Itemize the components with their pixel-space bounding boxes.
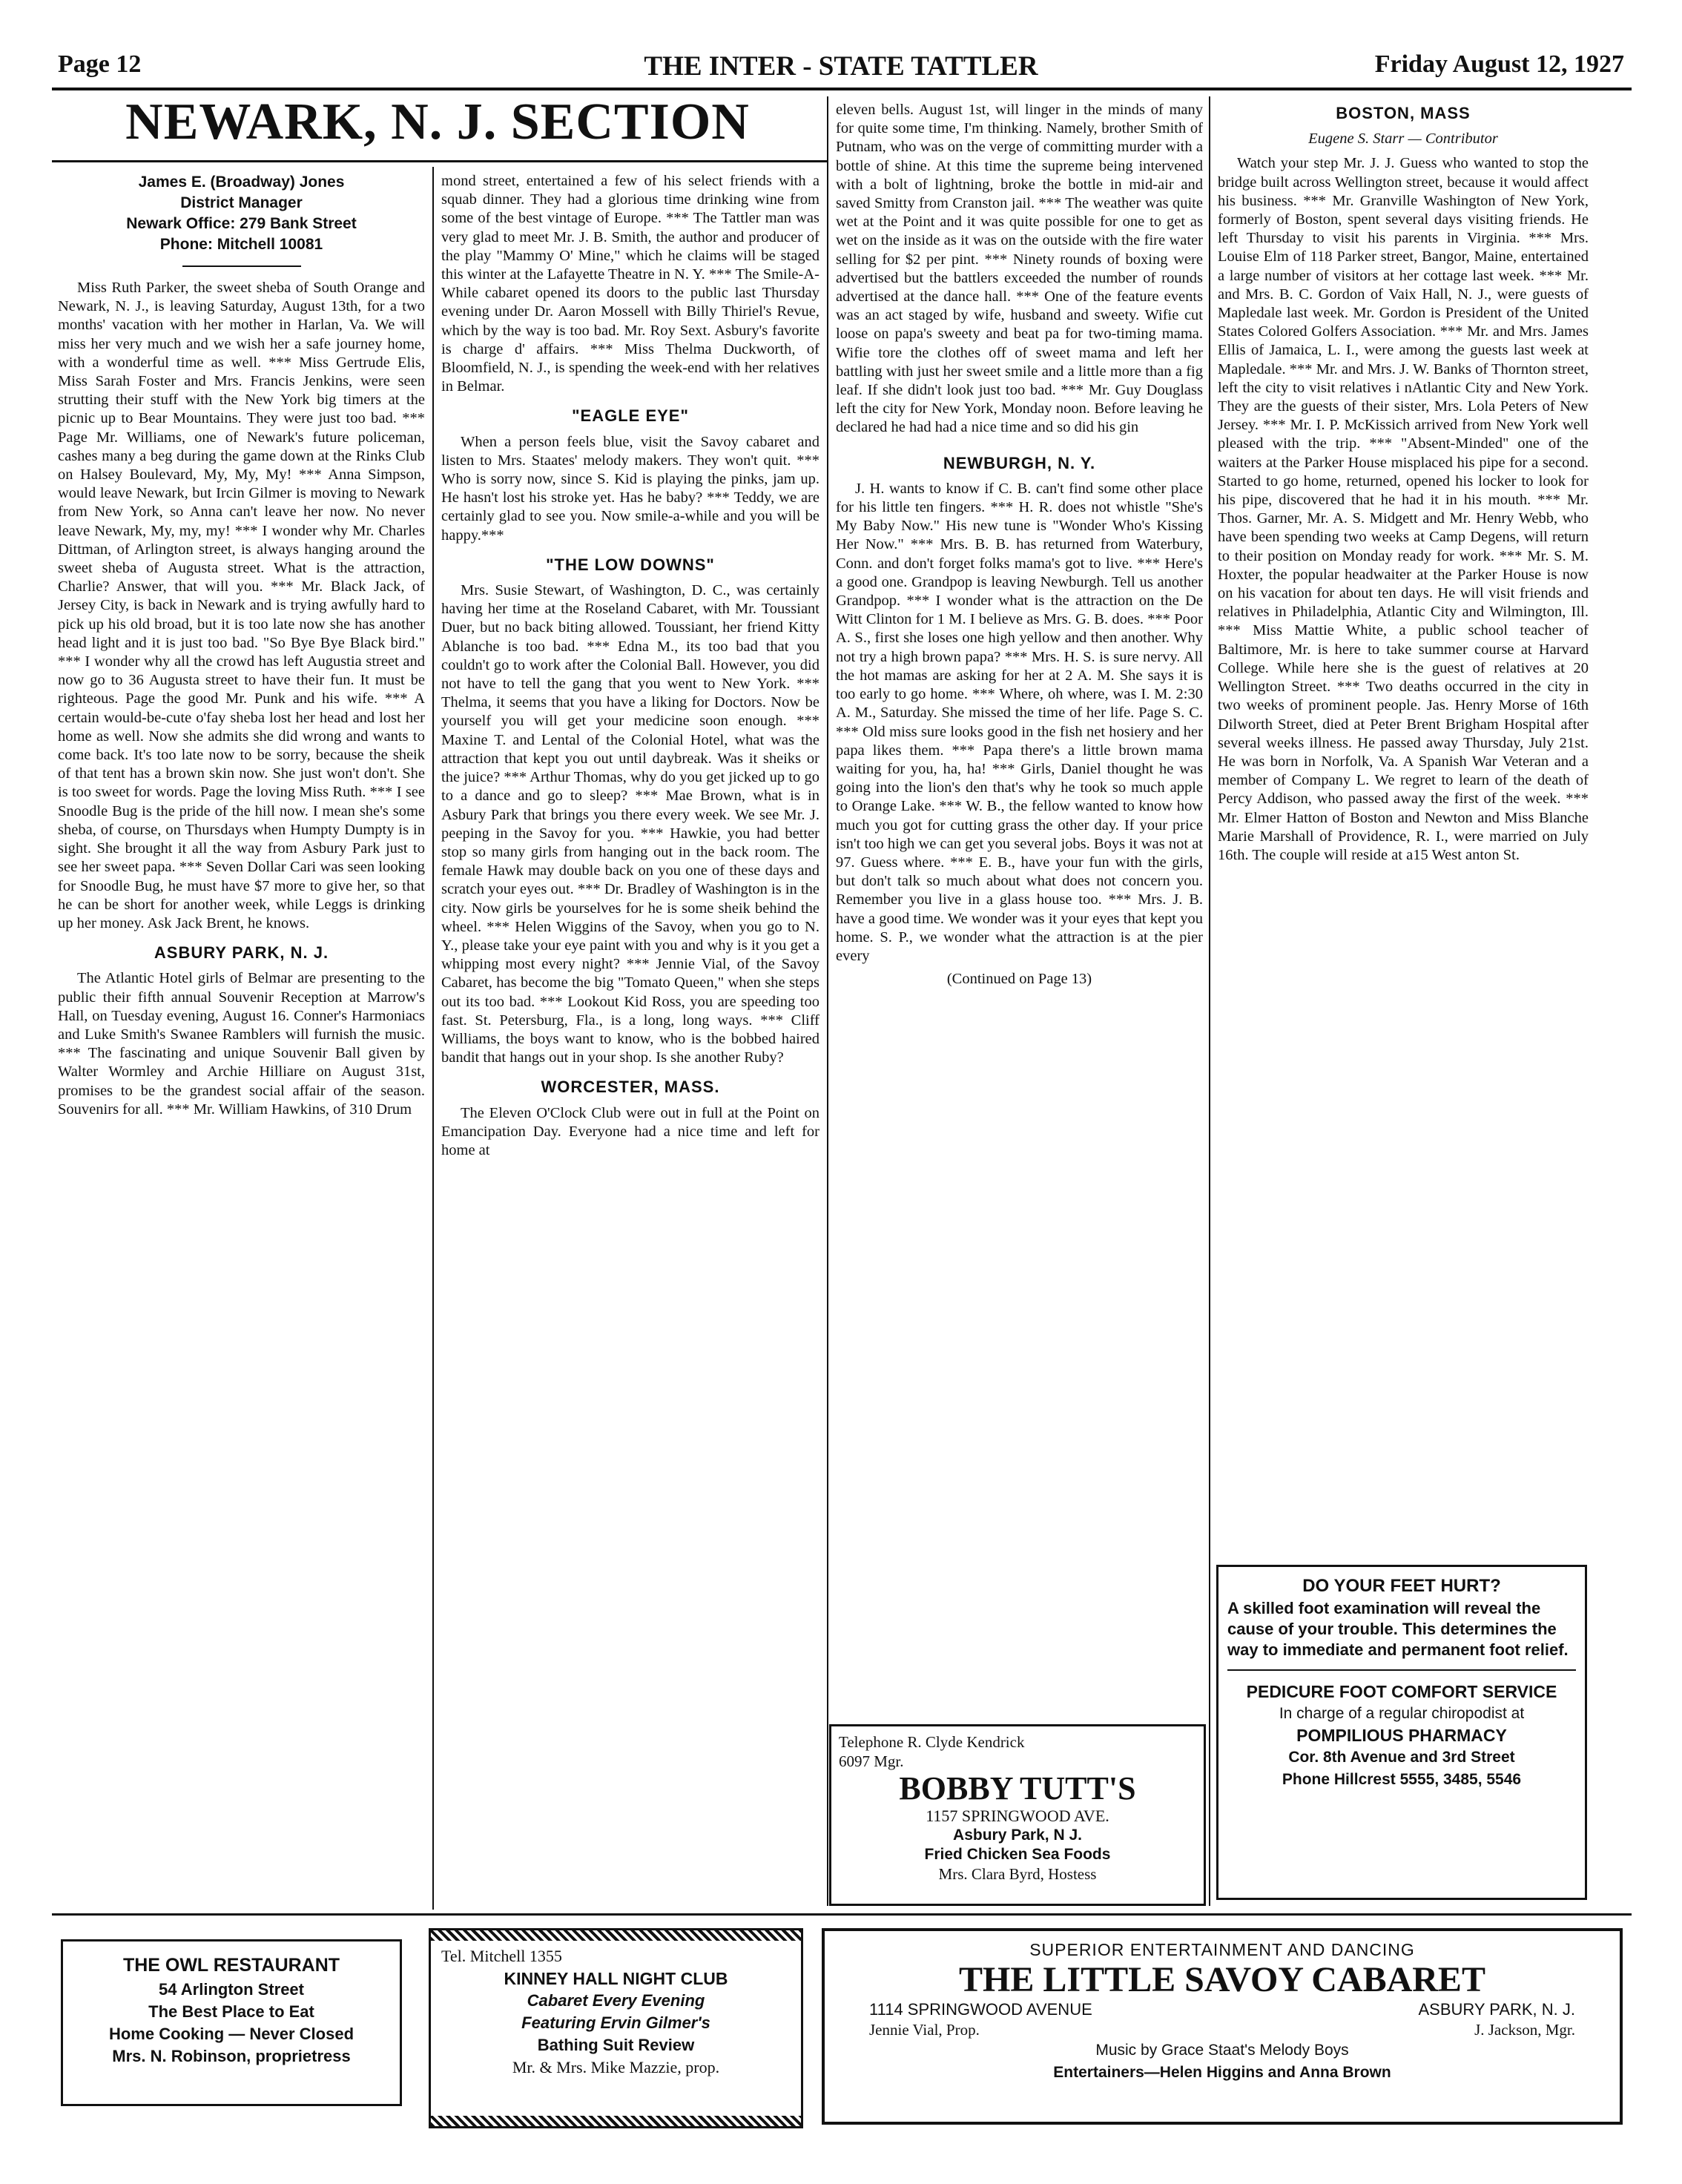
little-savoy-ad [822,1928,1623,2125]
ad-address: 54 Arlington Street [159,1980,304,1999]
zigzag-border [431,1930,801,1941]
boston-contributor: Eugene S. Starr — Contributor [1308,131,1498,148]
ad-address: 1157 SPRINGWOOD AVE. [926,1807,1109,1825]
eagle-news: When a person feels blue, visit the Savoy cabaret and listen to Mrs. Staates' melody makers. They won't quit. *** Who is sorry now, since S. Kid is playing the pinks, jam up. He hasn't lost his stroke yet. Has he baby? *** Teddy, we are certainly glad to see you. Now smile-a-while and you will be happy.*** [441,433,819,544]
ad-proprietor: Mr. & Mrs. Mike Mazzie, prop. [512,2058,720,2076]
column-rule [827,96,828,1906]
ad-body: A skilled foot examination will reveal the cause of your trouble. This determines the way to immediate and permanent foot relief. [1227,1599,1569,1659]
column-rule [432,167,434,1910]
header-rule [52,88,1632,90]
ad-city: ASBURY PARK, N. J. [1418,2000,1575,2019]
ad-food: Fried Chicken Sea Foods [924,1846,1111,1863]
ad-telephone: Tel. Mitchell 1355 [441,1947,562,1965]
ad-city: Asbury Park, N J. [953,1827,1082,1844]
ad-music: Music by Grace Staat's Melody Boys [1095,2042,1349,2059]
lowdowns-news: Mrs. Susie Stewart, of Washington, D. C., was certainly having her time at the Roseland Cabaret, with Mr. Toussiant Duer, but no back biting allowed. Toussiant, her friend Kitty Ablanche is too bad. *** Edna M., its too bad that you couldn't go to work after the Colonial Ball. However, you did not have to tell the gang that you went to New York. *** Thelma, it seems that you have a liking for Doctors. Now be yourself you will get your medicine soon enough. *** Maxine T. and Lental of the Colonial Hotel, what was the attraction that kept you out until daybreak. Was it sheiks or the juice? *** Arthur Thomas, why do you get jicked up to go to a dance and go to sleep? *** Mae Brown, what is in Asbury Park that brings you there every week. We see Mr. J. peeping in the Savoy for you. *** Hawkie, you had better stop so many girls from hanging out in the back room. The female Hawk may double back on you one of these days and scratch your eyes out. *** Dr. Bradley of Washington is in the city. Now girls be yourselves for he is some sheik behind the wheel. *** Helen Wiggins of the Savoy, when you go to N. Y., please take your eye paint with you and why is it you get a whipping most every night? *** Jennie Vial, of the Savoy Cabaret, has become the big "Tomato Queen," when she steps out its too bad. *** Lookout Kid Ross, you are speeding too fast. St. Petersburg, Fla., is a long, long ways. *** Cliff Williams, the boys want to know, who is the bobbed haired bandit that hangs out in your shop. Is she another Ruby? [441,582,819,1066]
ad-headline: DO YOUR FEET HURT? [1302,1576,1501,1596]
newspaper-title: THE INTER - STATE TATTLER [644,51,1038,82]
ad-proprietor: Mrs. N. Robinson, proprietress [112,2047,351,2065]
page-number: Page 12 [58,50,142,78]
manager-name: James E. (Broadway) Jones [138,174,345,191]
divider [182,265,301,267]
ad-manager: J. Jackson, Mgr. [1474,2021,1575,2039]
bottom-rule [52,1913,1632,1916]
ad-service: PEDICURE FOOT COMFORT SERVICE [1246,1682,1557,1701]
ad-entertainers: Entertainers—Helen Higgins and Anna Brown [1053,2064,1391,2081]
ad-pharmacy: POMPILIOUS PHARMACY [1296,1726,1507,1745]
issue-date: Friday August 12, 1927 [1374,50,1624,78]
ad-address: 1114 SPRINGWOOD AVENUE [869,2000,1092,2019]
ad-top-line: SUPERIOR ENTERTAINMENT AND DANCING [1029,1940,1415,1959]
column-4 [1218,101,1589,1554]
asbury-news-start: The Atlantic Hotel girls of Belmar are presenting to the public their fifth annual Souvenir Reception at Marrow's Hall, on Tuesday evening, August 16. Conner's Harmoniacs and Luke Smith's Swanee Ramblers will furnish the music. *** The fascinating and unique Souvenir Ball given by Walter Wormley and Archie Hilliare on August 31st, promises to be the grandest social affair of the season. Souvenirs for all. *** Mr. William Hawkins, of 310 Drum [58,970,425,1118]
asbury-heading: ASBURY PARK, N. J. [154,943,329,963]
ad-name: THE LITTLE SAVOY CABARET [959,1960,1485,1999]
zigzag-border [431,2116,801,2126]
continued-note: (Continued on Page 13) [946,971,1092,988]
kinney-hall-ad [429,1928,803,2128]
divider [1227,1669,1576,1671]
ad-address-row [869,1999,1575,2020]
manager-title: District Manager [180,194,303,211]
boston-news: Watch your step Mr. J. J. Guess who wanted to stop the bridge built across Wellington street, because it would affect his business. *** Mr. Granville Washington of New York, formerly of Boston, spent several days visiting friends. He left Thursday to visit his parents in Virginia. *** Mrs. Louise Elm of 118 Parker street, Bangor, Maine, entertained a large number of visitors at her cottage last week. *** Mr. and Mrs. B. C. Gordon of Vaix Hall, N. J., were guests of Mapledale last week. Mr. Gordon is President of the United States Colored Golfers Association. *** Mr. and Mrs. James Ellis of Jamaica, L. I., were among the guests last week at Mapledale. *** Mr. and Mrs. J. W. Banks of Thornton street, left the city to visit relatives i nAtlantic City and New York. They are the guests of their sister, Mrs. Lola Peters of New Jersey. *** Mr. I. P. McKissich arrived from New York well pleased with the trip. *** "Absent-Minded" one of the waiters at the Parker House misplaced his pipe for a second. Started to go home, returned, opened his locker to look for his pipe, discovered that he had it in his mouth. *** Mr. Thos. Garner, Mr. A. S. Midgett and Mr. Henry Webb, who have been spending two weeks at Camp Degens, will return to their position on Monday ready for work. *** Mr. S. M. Hoxter, the popular headwaiter at the Parker House is now on his vacation for about ten days. He will visit friends and relatives in Philadelphia, Atlantic City and Wilmington, Ill. *** Miss Mattie White, a public school teacher of Baltimore, Mr. is here to take summer course at Harvard College. While here she is the guest of relatives at 20 Wellington Street. *** Two deaths occurred in the city in two weeks of prominent people. Jas. Henry Morse of 16th Dilworth Street, died at Peter Brent Brigham Hospital after several weeks illness. He passed away Thursday, July 21st. He was born in Norfolk, Va. A Spanish War Veteran and a member of Company L. We regret to learn of the death of Percy Addison, who passed away the first of the week. *** Mr. Elmer Hatton of Boston and Newton and Miss Blanche Marie Marshall of Providence, R. I., were married on July 16th. The couple will reside at a15 West anton St. [1218,155,1589,863]
column-rule [1209,96,1210,1906]
ad-number: 6097 Mgr. [839,1752,904,1770]
owl-restaurant-ad [61,1939,402,2106]
ad-line-3: Bathing Suit Review [537,2036,695,2054]
ad-line-2: Featuring Ervin Gilmer's [521,2013,710,2032]
masthead-rule [52,160,827,162]
ad-staff-row [869,2020,1575,2039]
newburgh-news: J. H. wants to know if C. B. can't find some other place for his little ten fingers. *** H. R. does not whistle "She's My Baby Now." His new tune is "Wonder Who's Kissing Her Now." *** Mrs. B. B. has returned from Waterbury, Conn. and don't forget folks mama's got to live. *** Here's a good one. Grandpop is leaving Newburgh. Tell us another Grandpop. *** I wonder what is the attraction on the De Witt Clinton for 1 M. I believe as Mrs. G. B. does. *** Poor A. S., first she loses one high yellow and then another. Why not try a high brown papa? *** Mrs. H. S. is sure nervy. All the hot mamas are asking for her at 2 A. M. She says it is too early to go home. *** Where, oh where, was I. M. 2:30 A. M., Saturday. She missed the time of her life. Page S. C. *** Old miss sure looks good in the fish net hosiery and her papa likes them. *** Papa there's a little brown mama waiting for you, ha, ha! *** Girls, Daniel thought he was going into the lion's den that's why he took so much apple to Orange Lake. *** W. B., the fellow wanted to know how much you got for cutting grass the other day. If your price isn't too high we can get you several jobs. Boys it was not at 97. Guess where. *** E. B., have your fun with the girls, but don't talk so much about what does not concern you. Remember you live in a glass house too. *** Mrs. J. B. have a good time. We wonder was it your eyes that kept you home. S. P., we wonder what the attraction is at the pier every [836,480,1203,964]
ad-proprietor: Jennie Vial, Prop. [869,2021,980,2039]
ad-name: THE OWL RESTAURANT [122,1955,340,1976]
ad-slogan: The Best Place to Eat [148,2002,314,2021]
worcester-news-cont: eleven bells. August 1st, will linger in the minds of many for quite some time, I'm thinking. Namely, brother Smith of Putnam, who was on the verge of committing murder with a bottle of shine. At this time the supreme being intervened with a bolt of lightning, broke the bottle in mid-air and saved Smitty from Cranston jail. *** The weather was quite wet at the Point and it was quite possible for one to get as wet on the inside as it was on the outside with the fire water selling for $2 per pint. *** Ninety rounds of boxing were advertised but the battlers exceeded the number of rounds advertised at the dance hall. *** One of the feature events was an act staged by wife, husband and sweety. Wifie cut loose on papa's sweety and beat pa for two-timing mama. Wifie tore the clothes off of sweet mama and left her battling with just her sweet smile and a little more than a fig leaf. If she didn't look just too bad. *** Mr. Guy Douglass left the city for New York, Monday noon. Before leaving he declared he had had a nice time and so did his gin [836,102,1203,436]
asbury-news-cont: mond street, entertained a few of his select friends with a squab dinner. They had a glorious time drinking wine from some of the best vintage of Europe. *** The Tattler man was very glad to meet Mr. J. B. Smith, the author and producer of the play "Mammy O' Mine," which he claims will be staged this winter at the Lafayette Theatre in N. Y. *** The Smile-A-While cabaret opened its doors to the public last Thursday evening under Dr. Aaron Mossell with Billy Thiriel's Revue, which by the way is too bad. Mr. Roy Sext. Asbury's favorite is charge d' affairs. *** Miss Thelma Duckworth, of Bloomfield, N. J., is spending the week-end with her relatives in Belmar. [441,173,819,395]
worcester-news-start: The Eleven O'Clock Club were out in full at the Point on Emancipation Day. Everyone had a nice time and left for home at [441,1104,819,1158]
ad-telephone: Telephone R. Clyde Kendrick [839,1733,1025,1751]
bobby-tutts-ad [829,1724,1206,1906]
section-title: NEWARK, N. J. SECTION [125,93,750,151]
ad-address: Cor. 8th Avenue and 3rd Street [1288,1749,1515,1766]
foot-comfort-ad [1216,1565,1587,1900]
eagle-heading: "EAGLE EYE" [572,406,689,426]
column-2 [441,172,819,1911]
ad-charge: In charge of a regular chiropodist at [1279,1705,1525,1722]
office-address: Newark Office: 279 Bank Street [126,215,357,232]
lowdowns-heading: "THE LOW DOWNS" [546,555,715,574]
newark-news: Miss Ruth Parker, the sweet sheba of South Orange and Newark, N. J., is leaving Saturday, August 13th, for a two months' vacation with her mother in Harlan, Va. We will miss her very much and we wish her a safe journey home, with a wonderful time as well. *** Miss Gertrude Elis, Miss Sarah Foster and Mrs. Francis Jenkins, were seen strutting their stuff with the New York big timers at the picnic up to Bear Mountains. They were just too bad. *** Page Mr. Williams, one of Newark's future policeman, cashes many a beg during the game down at the Rinks Club on Halsey Boulevard, My, My, My! *** Anna Simpson, would leave Newark, but Ircin Gilmer is moving to Newark from New York, so Anna can't leave her now. No never leave Newark, My, my, my! *** I wonder why Mr. Charles Dittman, of Arlington street, is always hanging around the sweet sheba of Augusta street. What is the attraction, Charlie? Answer, that will you. *** Mr. Black Jack, of Jersey City, is back in Newark and is trying awfully hard to pick up his old broad, but it is too late now she has another head light and it is just too bad. "So Bye Bye Black bird." *** I wonder why all the crowd has left Augustia street and now go to 36 Augusta street to have their fun. It must be righteous. Page the good Mr. Punk and his wife. *** A certain would-be-cute o'fay sheba lost her head and lost her home as well. Now she admits she did wrong and wants to come back. It's too late now to be sorry, because the sheik of that tent has a brown skin now. She just won't don't. She is too sweet for words. Page the loving Miss Ruth. *** I see Snoodle Bug is the pride of the hill now. I mean she's some sheba, of course, on Thursdays when Humpty Dumpty is in sight. She brought it all the way from Asbury Park just to see her sweet papa. *** Seven Dollar Cari was seen looking for Snoodle Bug, he must have $7 more to give her, so that he can be short for another week, while Leggs is drinking up her money. Ask Jack Brent, he knows. [58,280,425,931]
ad-name: KINNEY HALL NIGHT CLUB [504,1969,728,1988]
boston-heading: BOSTON, MASS [1336,104,1471,122]
worcester-heading: WORCESTER, MASS. [541,1078,720,1097]
column-3 [836,101,1203,1721]
ad-line-1: Cabaret Every Evening [527,1991,705,2010]
ad-hours: Home Cooking — Never Closed [108,2025,354,2043]
ad-phone: Phone Hillcrest 5555, 3485, 5546 [1282,1771,1522,1788]
ad-name: BOBBY TUTT'S [899,1770,1136,1807]
office-phone: Phone: Mitchell 10081 [159,236,323,253]
newburgh-heading: NEWBURGH, N. Y. [943,453,1096,472]
district-manager-block [58,172,425,255]
ad-hostess: Mrs. Clara Byrd, Hostess [938,1865,1097,1883]
column-1 [58,172,425,1907]
